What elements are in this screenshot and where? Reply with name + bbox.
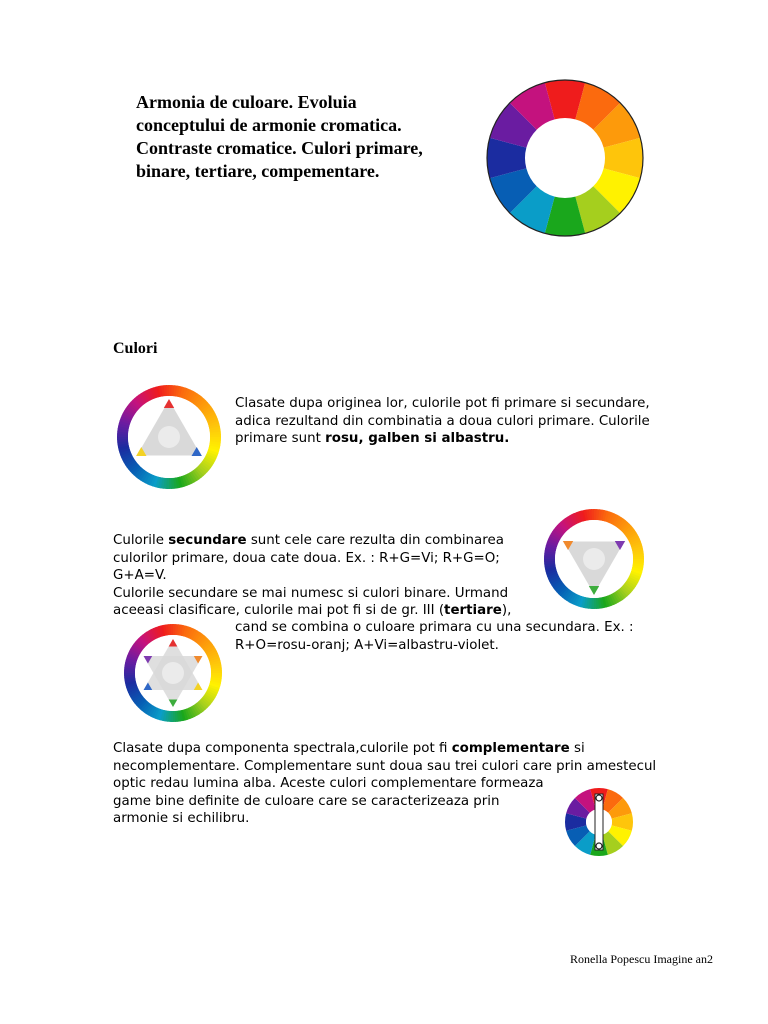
primary-colors-bold: rosu, galben si albastru. (325, 431, 510, 446)
para3-line-1-prefix: Clasate dupa componenta spectrala,culorile pot fi (113, 741, 452, 756)
title-line-2: conceptului de armonie cromatica. (136, 115, 402, 135)
para2-line-3: G+A=V. (113, 568, 167, 583)
para1-line-3 (235, 430, 665, 448)
paragraph-origin (235, 395, 665, 448)
para2-line-7: R+O=rosu-oranj; A+Vi=albastru-violet. (235, 637, 499, 653)
paragraph-tertiary-example (235, 619, 665, 654)
secondary-colors-wheel-image (543, 508, 645, 610)
complementary-bar (595, 794, 603, 850)
complementare-bold: complementare (451, 741, 570, 756)
para2-line-1-suffix: sunt cele care rezulta din combinarea (246, 533, 504, 548)
complementary-wheel-image (564, 787, 634, 857)
title-line-3: Contraste cromatice. Culori primare, (136, 138, 423, 158)
para3-line-1 (113, 740, 658, 758)
para3-line-5: armonie si echilibru. (113, 811, 250, 826)
para2-line-6: cand se combina o culoare primara cu una secundara. Ex. : (235, 620, 634, 635)
tertiare-bold: tertiare (444, 603, 502, 618)
tertiary-colors-wheel-image (123, 623, 223, 723)
color-wheel-12-image (485, 78, 645, 238)
para2-line-5 (113, 602, 543, 620)
secundare-bold: secundare (168, 533, 247, 548)
para1-line-2: adica rezultand din combinatia a doua culori primare. Culorile (235, 413, 650, 429)
primary-triangle-wheel (116, 384, 222, 490)
para2-line-5-suffix: ), (501, 603, 512, 618)
segmented-color-wheel (485, 78, 645, 238)
para2-line-2: culorilor primare, doua cate doua. Ex. : R+G=Vi; R+G=O; (113, 550, 500, 566)
center-dot (158, 426, 180, 448)
title-line-1: Armonia de culoare. Evoluia (136, 92, 357, 112)
para2-line-5-prefix: aceeasi clasificare, culorile mai pot fi si de gr. III ( (113, 603, 445, 618)
primary-colors-wheel-image (116, 384, 222, 490)
para3-line-1-suffix: si (569, 741, 585, 756)
author-footer: Ronella Popescu Imagine an2 (570, 952, 713, 966)
para1-line-3-text: primare sunt (235, 431, 326, 446)
para2-line-1 (113, 532, 543, 550)
para3-line-4: game bine definite de culoare care se caracterizeaza prin (113, 793, 500, 809)
secondary-triangle-wheel (543, 508, 645, 610)
complementary-wheel (564, 787, 634, 857)
paragraph-secondary (113, 532, 543, 620)
hexagram-wheel (123, 623, 223, 723)
center-dot (162, 662, 184, 684)
para2-line-1-prefix: Culorile (113, 533, 169, 548)
para1-line-1: Clasate dupa originea lor, culorile pot fi primare si secundare, (235, 396, 650, 411)
para2-line-4: Culorile secundare se mai numesc si culori binare. Urmand (113, 585, 509, 601)
para3-line-3: optic redau lumina alba. Aceste culori complementare formeaza (113, 776, 544, 791)
title-line-4: binare, tertiare, compementare. (136, 161, 380, 181)
document-title (136, 91, 476, 183)
para3-line-2: necomplementare. Complementare sunt doua sau trei culori care prin amestecul (113, 758, 657, 774)
center-dot (583, 548, 605, 570)
section-heading: Culori (113, 340, 158, 357)
